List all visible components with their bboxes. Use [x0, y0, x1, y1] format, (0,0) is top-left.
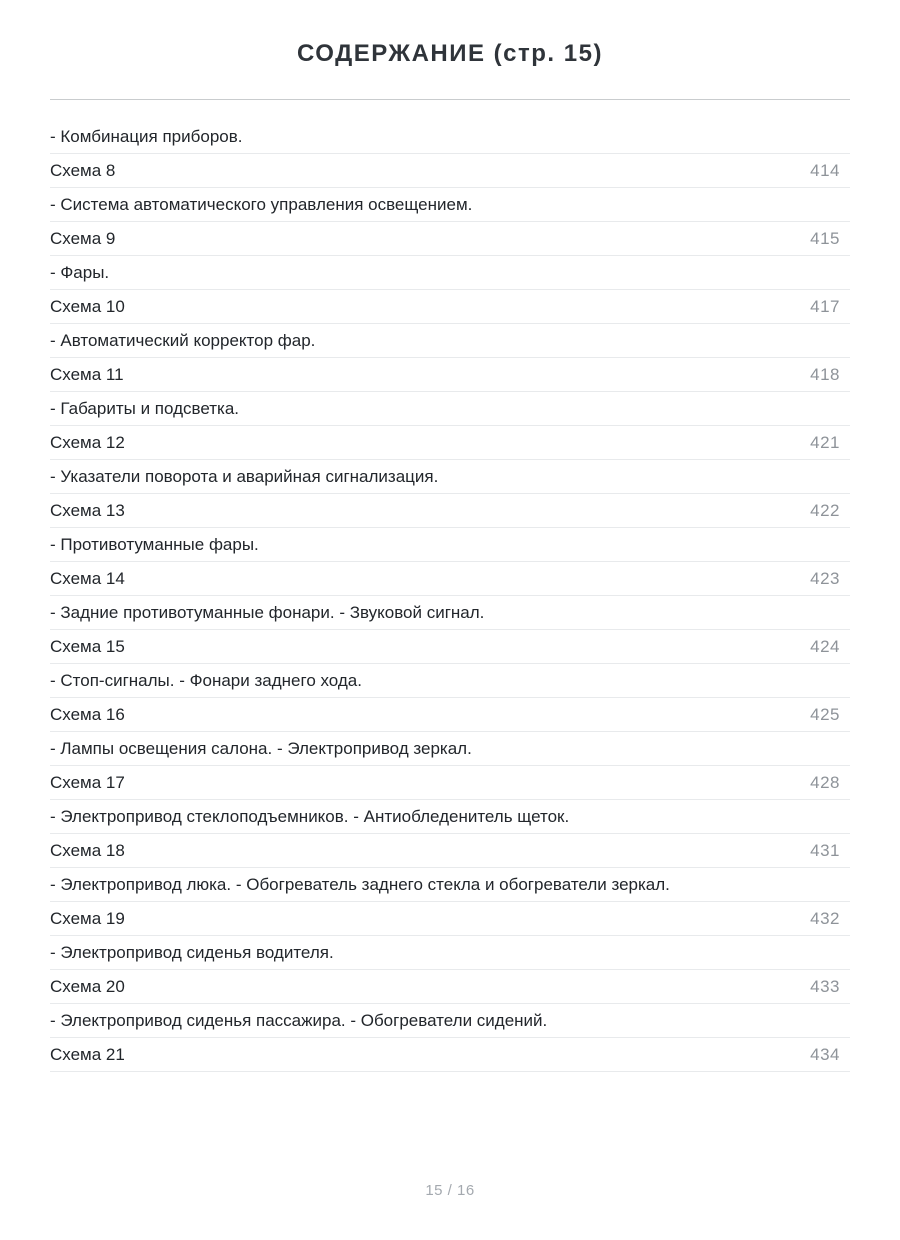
toc-page	[0, 40, 900, 1072]
toc-desc-row	[50, 868, 850, 902]
toc-row-label: Схема 8	[50, 160, 116, 180]
toc-row-label: - Задние противотуманные фонари. - Звуковой сигнал.	[50, 602, 485, 622]
toc-row-page-number: 422	[810, 500, 840, 520]
toc-desc-row	[50, 732, 850, 766]
toc-row-page-number: 421	[810, 432, 840, 452]
toc-row-page-number: 415	[810, 228, 840, 248]
toc-entry-row[interactable]	[50, 834, 850, 868]
toc-row-label: - Электропривод стеклоподъемников. - Антиобледенитель щеток.	[50, 806, 570, 826]
toc-desc-row	[50, 596, 850, 630]
toc-row-label: Схема 10	[50, 296, 125, 316]
toc-entry-row[interactable]	[50, 290, 850, 324]
toc-row-page-number: 414	[810, 160, 840, 180]
toc-row-page-number: 432	[810, 908, 840, 928]
toc-row-label: - Указатели поворота и аварийная сигнализация.	[50, 466, 439, 486]
toc-row-page-number: 417	[810, 296, 840, 316]
toc-row-label: - Электропривод сиденья пассажира. - Обогреватели сидений.	[50, 1010, 548, 1030]
toc-row-label: - Габариты и подсветка.	[50, 398, 240, 418]
toc-entry-row[interactable]	[50, 902, 850, 936]
toc-desc-row	[50, 528, 850, 562]
page-indicator: 15 / 16	[425, 1182, 475, 1199]
toc-row-label: - Электропривод сиденья водителя.	[50, 942, 334, 962]
toc-entry-row[interactable]	[50, 222, 850, 256]
toc-row-page-number: 424	[810, 636, 840, 656]
toc-desc-row	[50, 664, 850, 698]
toc-row-label: Схема 9	[50, 228, 116, 248]
toc-entry-row[interactable]	[50, 698, 850, 732]
toc-row-label: Схема 14	[50, 568, 125, 588]
toc-row-label: Схема 12	[50, 432, 125, 452]
toc-row-label: Схема 11	[50, 364, 124, 384]
toc-row-page-number: 423	[810, 568, 840, 588]
header-divider	[50, 99, 850, 100]
toc-row-label: - Автоматический корректор фар.	[50, 330, 316, 350]
toc-entry-row[interactable]	[50, 630, 850, 664]
toc-entry-row[interactable]	[50, 154, 850, 188]
toc-row-label: - Комбинация приборов.	[50, 126, 243, 146]
toc-desc-row	[50, 1004, 850, 1038]
toc-row-page-number: 433	[810, 976, 840, 996]
toc-desc-row	[50, 324, 850, 358]
toc-row-label: - Система автоматического управления освещением.	[50, 194, 473, 214]
toc-row-page-number: 431	[810, 840, 840, 860]
toc-row-label: Схема 16	[50, 704, 125, 724]
toc-row-label: Схема 20	[50, 976, 125, 996]
toc-desc-row	[50, 800, 850, 834]
toc-row-page-number: 428	[810, 772, 840, 792]
toc-row-page-number: 425	[810, 704, 840, 724]
toc-row-page-number: 434	[810, 1044, 840, 1064]
toc-row-label: - Электропривод люка. - Обогреватель заднего стекла и обогреватели зеркал.	[50, 874, 670, 894]
toc-desc-row	[50, 460, 850, 494]
toc-row-label: - Фары.	[50, 262, 110, 282]
toc-desc-row	[50, 392, 850, 426]
toc-row-label: Схема 13	[50, 500, 125, 520]
toc-entry-row[interactable]	[50, 970, 850, 1004]
toc-list	[50, 120, 850, 1072]
toc-desc-row	[50, 256, 850, 290]
toc-entry-row[interactable]	[50, 426, 850, 460]
toc-desc-row	[50, 120, 850, 154]
toc-row-label: Схема 19	[50, 908, 125, 928]
toc-entry-row[interactable]	[50, 562, 850, 596]
page-title: СОДЕРЖАНИЕ (стр. 15)	[297, 40, 603, 67]
toc-desc-row	[50, 188, 850, 222]
toc-entry-row[interactable]	[50, 766, 850, 800]
toc-row-label: Схема 21	[50, 1044, 125, 1064]
toc-row-label: Схема 15	[50, 636, 125, 656]
toc-row-page-number: 418	[810, 364, 840, 384]
toc-entry-row[interactable]	[50, 358, 850, 392]
toc-row-label: Схема 17	[50, 772, 125, 792]
toc-entry-row[interactable]	[50, 494, 850, 528]
toc-entry-row[interactable]	[50, 1038, 850, 1072]
toc-row-label: Схема 18	[50, 840, 125, 860]
toc-row-label: - Стоп-сигналы. - Фонари заднего хода.	[50, 670, 362, 690]
toc-row-label: - Лампы освещения салона. - Электропривод зеркал.	[50, 738, 472, 758]
toc-desc-row	[50, 936, 850, 970]
toc-row-label: - Противотуманные фары.	[50, 534, 259, 554]
